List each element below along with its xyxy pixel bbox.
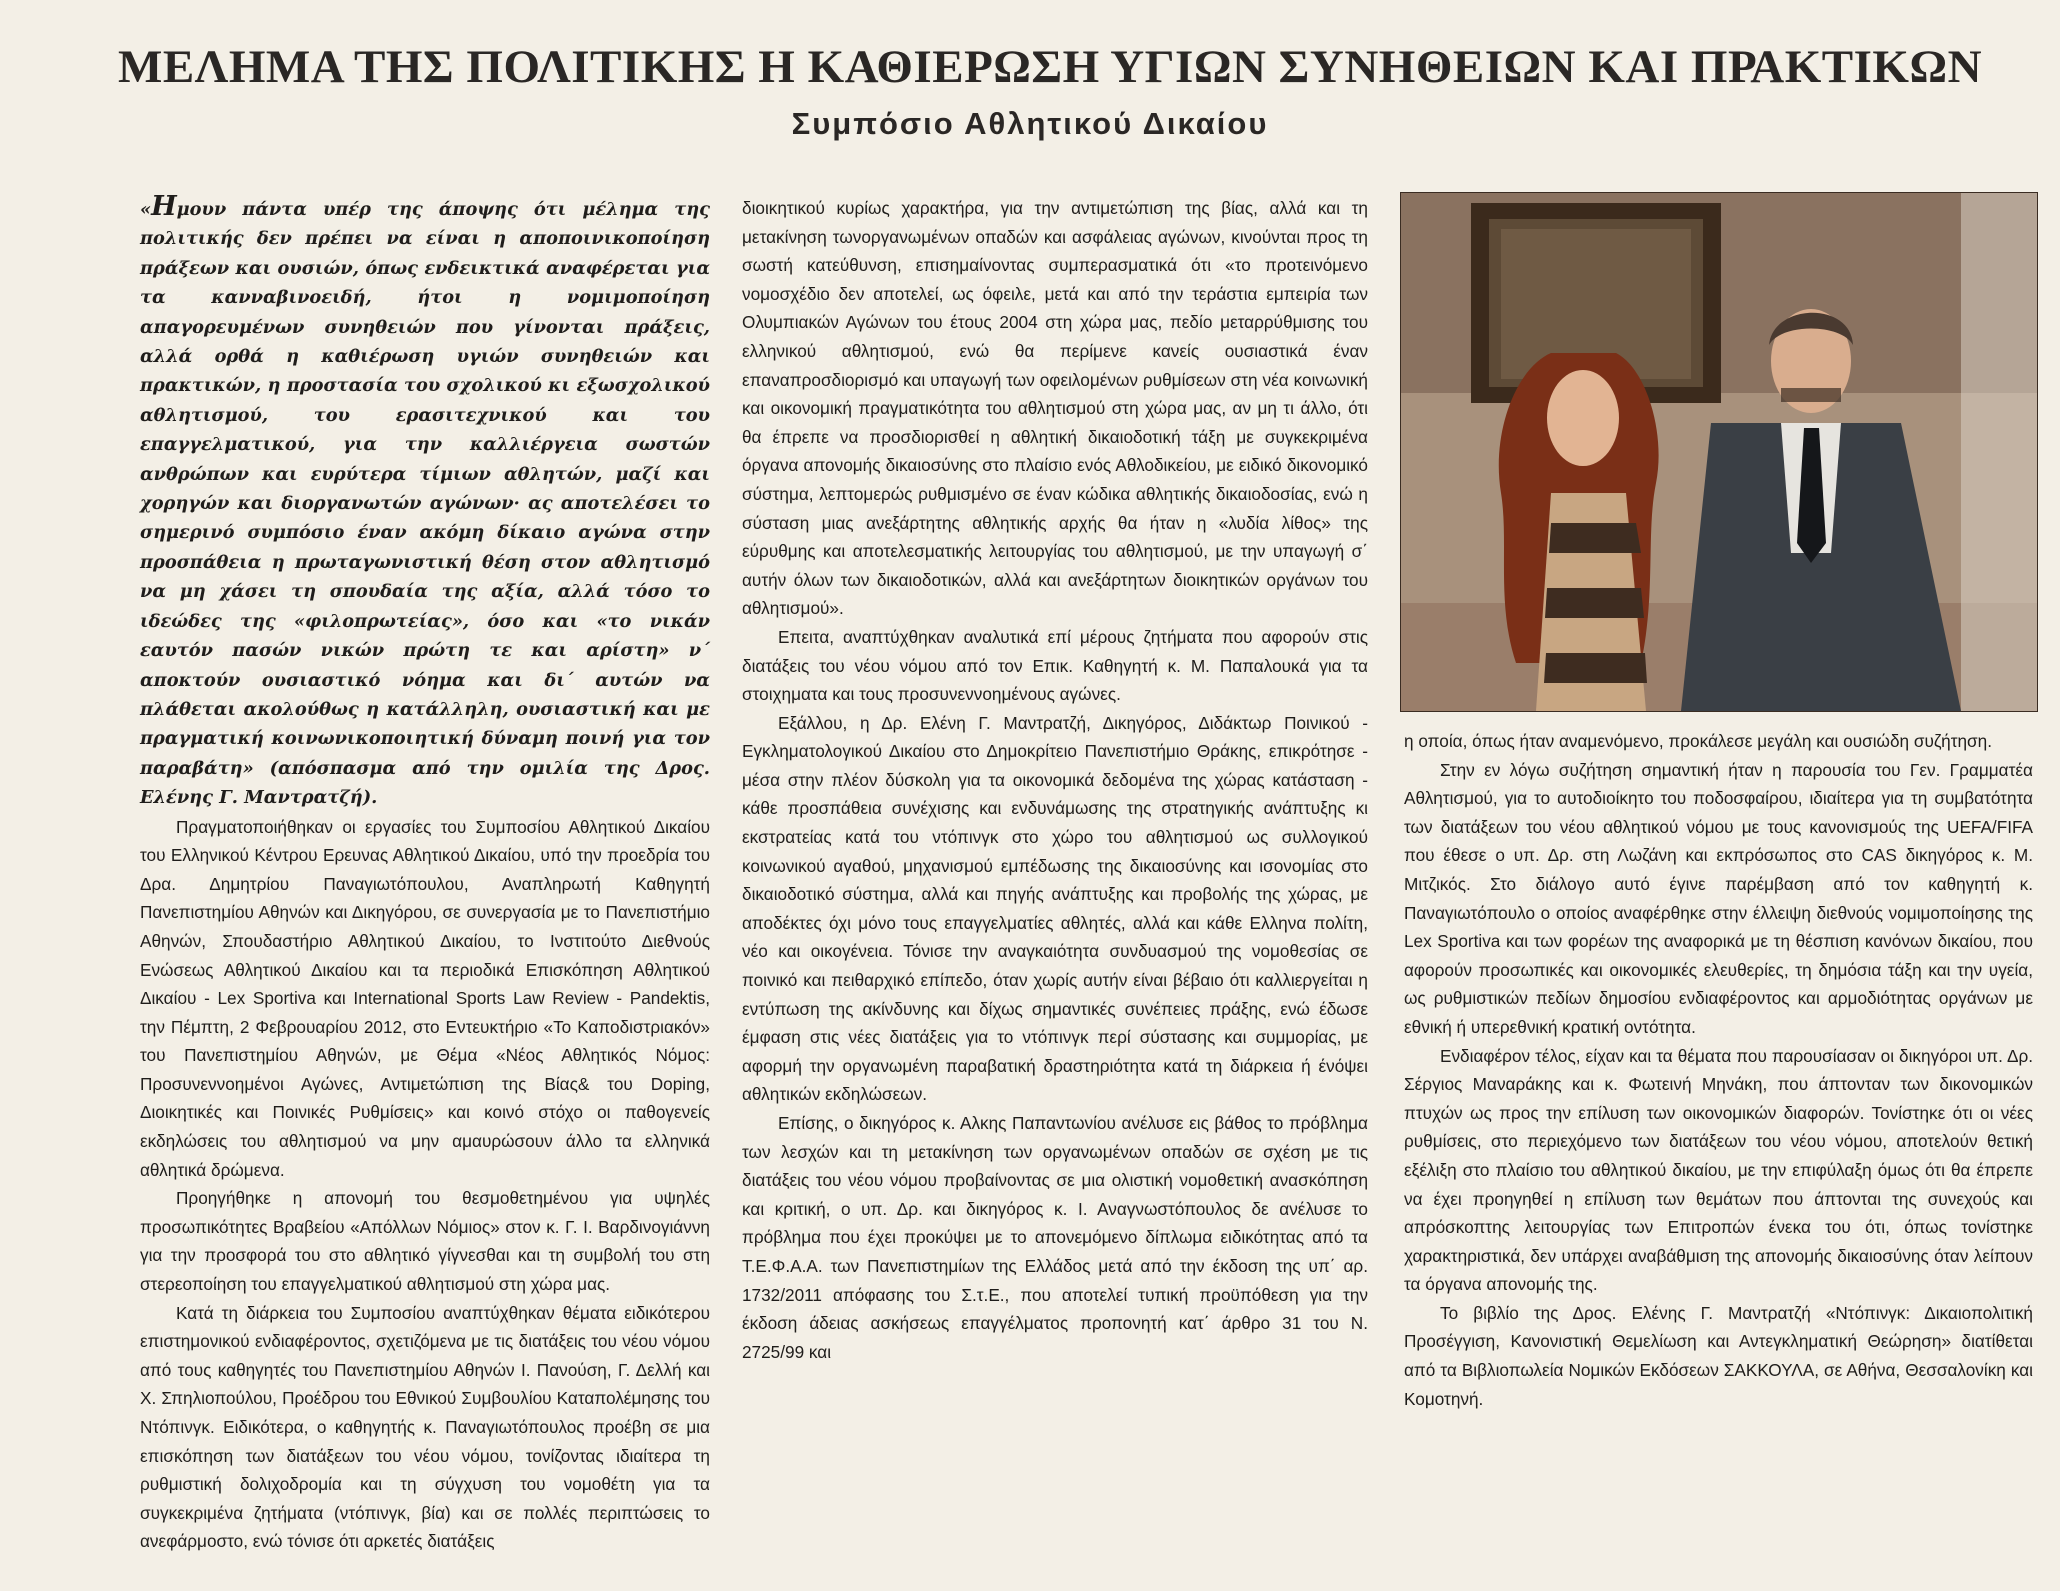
paragraph: Στην εν λόγω συζήτηση σημαντική ήταν η παρουσία του Γεν. Γραμματέα Αθλητισμού, για το αυτοδιοίκητο του ποδοσφαίρου, ιδιαίτερα για τη συμβατότητα των διατάξεων του νέου αθλητικού νόμου με τους κανονισμούς της UEFA/FIFA που έθεσε ο υπ. Δρ. στη Λωζάνη και εκπρόσωπος στο CAS δικηγόρος κ. Μ. Μιτζικός. Στο διάλογο αυτό έγινε παρέμβαση από τον καθηγητή κ. Παναγιωτόπουλο ο οποίος αναφέρθηκε στην έλλειψη διεθνούς νομιμοποίησης της Lex Sportiva και των φορέων της αναφορικά με τη θέσπιση κανόνων δικαίου, που αφορούν προσωπικές και οικονομικές ελευθερίες, τη δημόσια τάξη και την υγεία, ως ρυθμιστικών πεδίων δημοσίου ενδιαφέροντος και αρμοδιότητας οργάνων με εθνική ή υπερεθνική κρατική οντότητα. <box>1404 759 2033 1037</box>
article-subheadline: Συμπόσιο Αθλητικού Δικαίου <box>791 106 1269 141</box>
article-headline: ΜΕΛΗΜΑ ΤΗΣ ΠΟΛΙΤΙΚΗΣ Η ΚΑΘΙΕΡΩΣΗ ΥΓΙΩΝ ΣΥΝΗΘΕΙΩΝ ΚΑΙ ΠΡΑΚΤΙΚΩΝ <box>117 41 1983 93</box>
paragraph: Επειτα, αναπτύχθηκαν αναλυτικά επί μέρους ζητήματα που αφορούν στις διατάξεις του νέου νόμου από τον Επικ. Καθηγητή κ. Μ. Παπαλουκά για τα στοιχηματα και τους προσυνεννοημένους αγώνες. <box>742 626 1368 705</box>
column-2 <box>742 194 1368 1366</box>
column-3 <box>1404 727 2033 1413</box>
paragraph: Προηγήθηκε η απονομή του θεσμοθετημένου για υψηλές προσωπικότητες Βραβείου «Απόλλων Νόμιος» στον κ. Γ. Ι. Βαρδινογιάννη για την προσφορά του στο αθλητικό γίγνεσθαι και τη συμβολή του στη στερεοποίηση του επαγγελματικού αθλητισμού στη χώρα μας. <box>140 1188 710 1295</box>
paragraph-continued: διοικητικού κυρίως χαρακτήρα, για την αντιμετώπιση της βίας, αλλά και τη μετακίνηση τωνοργανωμένων οπαδών και ασφάλειας αγώνων, κινούνται προς τη σωστή κατεύθυνση, επισημαίνοντας συμπερασματικά ότι «το προτεινόμενο νομοσχέδιο δεν αποτελεί, ως όφειλε, μετά και από την τεράστια εμπειρία των Ολυμπιακών Αγώνων του έτους 2004 στη χώρα μας, πεδίο μεταρρύθμισης του ελληνικού αθλητισμού, ενώ θα περίμενε κανείς ουσιαστικά έναν επαναπροσδιορισμό και υπαγωγή των οφειλομένων ρυθμίσεων στη νέα κοινωνική και οικονομική πραγματικότητα του αθλητισμού στη χώρα μας, αν μη τι άλλο, ότι θα έπρεπε να προσδιορισθεί η αθλητική δικαιοδοτική τάξη με συγκεκριμένα όργανα απονομής δικαιοσύνης στο πλαίσιο ενός Αθλοδικείου, με ειδικό δικονομικό σύστημα, λεπτομερώς ρυθμισμένο σε έναν κώδικα αθλητικής δικαιοδοσίας, ενώ η σύσταση μιας ανεξάρτητης αθλητικής αρχής θα ήταν η «λυδία λίθος» της εύρυθμης και αποτελεσματικής λειτουργίας του αθλητισμού, με την υπαγωγή σ΄ αυτήν όλων των δικαιοδοτικών, αλλά και ανεξάρτητων διοικητικών οργάνων του αθλητισμού». <box>742 198 1368 619</box>
paragraph: Ενδιαφέρον τέλος, είχαν και τα θέματα που παρουσίασαν οι δικηγόροι υπ. Δρ. Σέργιος Μαναράκης και κ. Φωτεινή Μηνάκη, που άπτονταν των δικονομικών πτυχών ως προς την επίλυση των οικονομικών διαφορών. Τονίστηκε ότι οι νέες ρυθμίσεις, στο περιεχόμενο των διατάξεων του νέου νόμου, αποτελούν θετική εξέλιξη στο πλαίσιο του αθλητικού δικαίου, με την επιφύλαξη όμως ότι θα έπρεπε να έχει προηγηθεί η επίλυση των θεμάτων που άπτονται της συνεχούς και απρόσκοπτης λειτουργίας των Επιτροπών ένεκα του ότι, όπως τονίστηκε χαρακτηριστικά, δεν υπάρχει αναβάθμιση της απονομής δικαιοσύνης όταν λείπουν τα όργανα απονομής της. <box>1404 1045 2033 1295</box>
lead-drop-letter: Η <box>151 191 177 222</box>
paragraph: Το βιβλίο της Δρος. Ελένης Γ. Μαντρατζή «Ντόπινγκ: Δικαιοπολιτική Προσέγγιση, Κανονιστική Θεμελίωση και Αντεγκληματική Θεώρηση» διατίθεται από τα Βιβλιοπωλεία Νομικών Εκδόσεων ΣΑΚΚΟΥΛΑ, σε Αθήνα, Θεσσαλονίκη και Κομοτηνή. <box>1404 1302 2033 1409</box>
lead-text: μουν πάντα υπέρ της άποψης ότι μέλημα της πολιτικής δεν πρέπει να είναι η αποποινικοποίηση πράξεων και ουσιών, όπως ενδεικτικά αναφέρεται για τα κανναβινοειδή, ήτοι η νομιμοποίηση απαγορευμένων συνηθειών που γίνονται πράξεις, αλλά ορθά η καθιέρωση υγιών συνηθειών και πρακτικών, η προστασία του σχολικού κι εξωσχολικού αθλητισμού, του ερασιτεχνικού και του επαγγελματικού, για την καλλιέργεια σωστών ανθρώπων και ευρύτερα τίμιων αθλητών, μαζί και χορηγών και διοργανωτών αγώνων· ας αποτελέσει το σημερινό συμπόσιο έναν ακόμη δίκαιο αγώνα στην προσπάθεια η πρωταγωνιστική θέση στον αθλητισμό να μη χάσει τη σπουδαία της αξία, αλλά τόσο το ιδεώδες της «φιλοπρωτείας», όσο και «το νικάν εαυτόν πασών νικών πρώτη τε και αρίστη» ν΄ αποκτούν ουσιαστικό νόημα και δι΄ αυτών να πλάθεται ακολούθως η κατάλληλη, ουσιαστική και με πραγματική κοινωνικοποιητική δύναμη ποινή για τον παραβάτη» (απόσπασμα από την ομιλία της Δρος. Ελένης Γ. Μαντρατζή). <box>140 199 710 809</box>
paragraph: Επίσης, ο δικηγόρος κ. Αλκης Παπαντωνίου ανέλυσε εις βάθος το πρόβλημα των λεσχών και τη μετακίνηση των οργανωμένων οπαδών σε σχέση με τις διατάξεις του νέου νόμου προβαίνοντας σε μια ολιστική νομοθετική ανασκόπηση και κριτική, ο υπ. Δρ. και δικηγόρος κ. Ι. Αναγνωστόπουλος δε ανέλυσε το πρόβλημα που έχει προκύψει με το απονεμόμενο δίπλωμα ειδικότητας από τα Τ.Ε.Φ.Α.Α. των Πανεπιστημίων της Ελλάδος μετά από την έκδοση της υπ΄ αρ. 1732/2011 απόφασης του Σ.τ.Ε., που αποτελεί τυπική προϋπόθεση για την έκδοση άδειας ασκήσεως επαγγέλματος προπονητή κατ΄ άρθρο 31 του Ν. 2725/99 και <box>742 1113 1368 1362</box>
paragraph: Κατά τη διάρκεια του Συμποσίου αναπτύχθηκαν θέματα ειδικότερου επιστημονικού ενδιαφέροντος, σχετιζόμενα με τις διατάξεις του νέου νόμου από τους καθηγητές του Πανεπιστημίου Αθηνών Ι. Πανούση, Γ. Δελλή και Χ. Σπηλιοπούλου, Προέδρου του Εθνικού Συμβουλίου Καταπολέμησης του Ντόπινγκ. Ειδικότερα, ο καθηγητής κ. Παναγιωτόπουλος προέβη σε μια επισκόπηση των διατάξεων του νέου νόμου, τονίζοντας ιδιαίτερα τη ρυθμιστική δολιχοδρομία και τη σύγχυση του νομοθέτη για τα συγκεκριμένα ζητήματα (ντόπινγκ, βία) και σε πολλές περιπτώσεις το ανεφάρμοστο, ενώ τόνισε ότι αρκετές διατάξεις <box>140 1302 710 1552</box>
event-photo <box>1400 192 2038 712</box>
event-photo-icon <box>1401 193 2037 711</box>
column-1 <box>140 192 710 1556</box>
paragraph-continued: η οποία, όπως ήταν αναμενόμενο, προκάλεσε μεγάλη και ουσιώδη συζήτηση. <box>1404 731 1992 751</box>
paragraph: Εξάλλου, η Δρ. Ελένη Γ. Μαντρατζή, Δικηγόρος, Διδάκτωρ Ποινικού - Εγκληματολογικού Δικαίου στο Δημοκρίτειο Πανεπιστήμιο Θράκης, επικρότησε - μέσα στην πλέον δύσκολη για τα οικονομικά δεδομένα της χώρας κατάσταση - κάθε προσπάθεια συνέχισης και ενδυνάμωσης της στρατηγικής ανάπτυξης κι εκστρατείας κατά του ντόπινγκ στο χώρο του αθλητισμού ως συλλογικού κοινωνικού αγαθού, μηχανισμού εμπέδωσης της δικαιοσύνης και ισονομίας στο δικαιοδοτικό σύστημα, αλλά και πηγής ανάπτυξης και προβολής της χώρας, με αποδέκτες όχι μόνο τους επαγγελματίες αθλητές, αλλά και κάθε Ελληνα πολίτη, νέο και οικογένεια. Τόνισε την αναγκαιότητα συνδυασμού της νομοθεσίας σε ποινικό και πειθαρχικό επίπεδο, όταν χωρίς αυτήν είναι βέβαιο ότι καλλιεργείται η εντύπωση της ακίνδυνης και δίχως σημαντικές συνέπειες πράξης, ενώ έδωσε έμφαση στις νέες διατάξεις για το ντόπινγκ περί σύστασης και συμμορίας, με αφορμή την οργανωμένη παραβατική δραστηριότητα κατά τη διάρκεια ή ένόψει αθλητικών εκδηλώσεων. <box>742 712 1368 1105</box>
paragraph: Πραγματοποιήθηκαν οι εργασίες του Συμποσίου Αθλητικού Δικαίου του Ελληνικού Κέντρου Ερευνας Αθλητικού Δικαίου, υπό την προεδρία του Δρα. Δημητρίου Παναγιωτόπουλου, Αναπληρωτή Καθηγητή Πανεπιστημίου Αθηνών και Δικηγόρου, σε συνεργασία με το Πανεπιστήμιο Αθηνών, Σπουδαστήριο Αθλητικού Δικαίου, το Ινστιτούτο Διεθνούς Ενώσεως Αθλητικού Δικαίου και τα περιοδικά Επισκόπηση Αθλητικού Δικαίου - Lex Sportiva και International Sports Law Review - Pandektis, την Πέμπτη, 2 Φεβρουαρίου 2012, στο Εντευκτήριο «Το Καποδιστριακόν» του Πανεπιστημίου Αθηνών, με Θέμα «Νέος Αθλητικός Νόμος: Προσυνεννοημένοι Αγώνες, Αντιμετώπιση της Βίας& του Doping, Διοικητικές και Ποινικές Ρυθμίσεις» και κοινό στόχο οι παθογενείς εκδηλώσεις του αθλητισμού να μην αμαυρώσουν άλλο τα ελληνικά αθλητικά δρώμενα. <box>140 816 710 1180</box>
lead-open-quote: « <box>140 199 152 220</box>
lead-quote <box>140 192 710 813</box>
